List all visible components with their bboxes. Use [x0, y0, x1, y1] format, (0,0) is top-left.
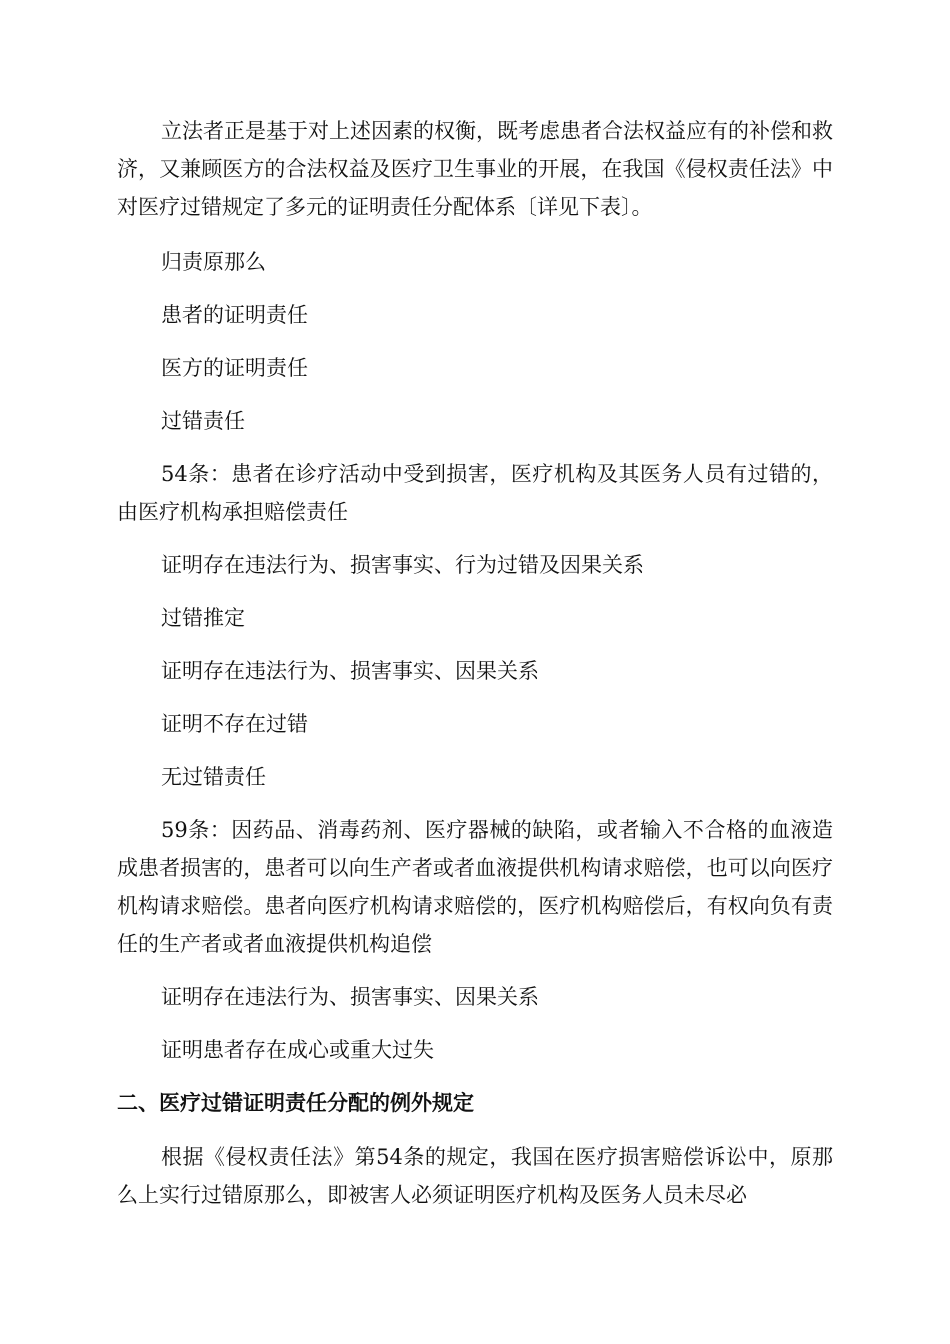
- table-header-medical-burden: 医方的证明责任: [161, 356, 308, 380]
- intro-paragraph: 立法者正是基于对上述因素的权衡，既考虑患者合法权益应有的补偿和救济，又兼顾医方的合法权益及医疗卫生事业的开展，在我国《侵权责任法》中对医疗过错规定了多元的证明责任分配体系〔详见下表〕。: [117, 119, 833, 219]
- patient-burden-presumption: 证明存在违法行为、损害事实、因果关系: [161, 659, 539, 683]
- article-54-text: 54条：患者在诊疗活动中受到损害，医疗机构及其医务人员有过错的，由医疗机构承担赔偿责任: [117, 462, 833, 524]
- row-fault-liability: 过错责任: [161, 409, 245, 433]
- medical-burden-presumption: 证明不存在过错: [161, 712, 308, 736]
- document-page: [117, 112, 833, 1214]
- table-header-patient-burden: 患者的证明责任: [161, 303, 308, 327]
- section-heading: 二、医疗过错证明责任分配的例外规定: [117, 1090, 474, 1115]
- medical-burden-no-fault: 证明患者存在成心或重大过失: [161, 1038, 434, 1062]
- row-fault-presumption: 过错推定: [161, 606, 245, 630]
- closing-paragraph: 根据《侵权责任法》第54条的规定，我国在医疗损害赔偿诉讼中，原那么上实行过错原那么，即被害人必须证明医疗机构及医务人员未尽必: [117, 1145, 833, 1207]
- patient-burden-no-fault: 证明存在违法行为、损害事实、因果关系: [161, 985, 539, 1009]
- row-no-fault-liability: 无过错责任: [161, 765, 266, 789]
- patient-burden-fault: 证明存在违法行为、损害事实、行为过错及因果关系: [161, 553, 644, 577]
- article-59-text: 59条：因药品、消毒药剂、医疗器械的缺陷，或者输入不合格的血液造成患者损害的，患者可以向生产者或者血液提供机构请求赔偿，也可以向医疗机构请求赔偿。患者向医疗机构请求赔偿的，医疗机构赔偿后，有权向负有责任的生产者或者血液提供机构追偿: [117, 818, 833, 956]
- table-header-attribution-principle: 归责原那么: [161, 250, 266, 274]
